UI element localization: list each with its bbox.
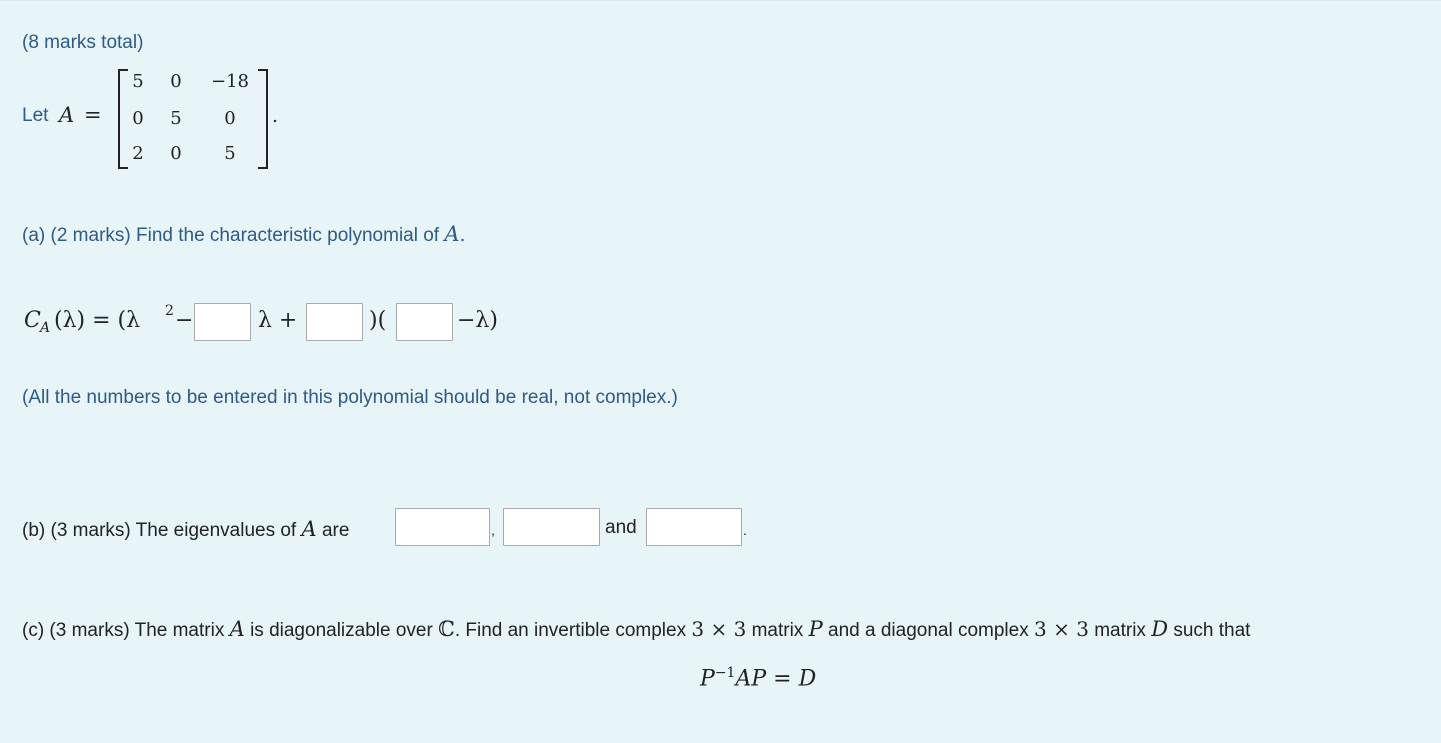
matrix-period: . [272, 105, 279, 127]
matrix-cell: −18 [211, 71, 249, 92]
poly-tail: −λ) [457, 308, 498, 333]
let-label: Let [22, 105, 49, 126]
part-c-text-7: such that [1173, 620, 1251, 641]
part-b-var: A [301, 517, 317, 541]
eigenvalue-3-input[interactable] [646, 508, 742, 546]
matrix-cell: 0 [224, 108, 236, 129]
eq-inverse-sup: −1 [714, 665, 736, 681]
matrix-cell: 0 [132, 108, 144, 129]
complex-field-symbol: ℂ [438, 617, 455, 641]
part-a-note: (All the numbers to be entered in this polynomial should be real, not complex.) [22, 387, 678, 408]
diagonalization-equation [700, 665, 816, 691]
poly-coef-lambda-input[interactable] [194, 303, 251, 341]
part-c-var-d: D [1151, 617, 1169, 641]
poly-lhs-sub: A [40, 320, 51, 336]
matrix-var: A [59, 103, 75, 127]
part-c-text-3: . Find an invertible complex [454, 620, 687, 641]
part-c-var-p: P [808, 617, 823, 641]
part-c-text-6: matrix [1094, 620, 1146, 641]
part-a-period: . [459, 224, 466, 246]
poly-constant-input[interactable] [306, 303, 363, 341]
matrix-cell: 0 [170, 71, 182, 92]
part-b-are: are [321, 520, 350, 541]
part-c-dim-2: 3 × 3 [1034, 617, 1089, 641]
part-a-prompt-text: (a) (2 marks) Find the characteristic polynomial of [22, 225, 440, 246]
part-b-prompt [22, 517, 349, 542]
poly-lhs-c: C [24, 308, 41, 333]
eq-p: P [700, 666, 715, 692]
part-c-text-5: and a diagonal complex [828, 620, 1029, 641]
part-c-var-a: A [229, 617, 245, 641]
matrix-cell: 5 [132, 71, 144, 92]
part-c-text-2: is diagonalizable over [250, 620, 433, 641]
part-c-prompt [22, 617, 1250, 642]
poly-minus: − [175, 308, 194, 333]
part-c-text-4: matrix [751, 620, 804, 641]
part-a-prompt [22, 222, 466, 247]
matrix-cell: 5 [224, 143, 236, 164]
poly-sup: 2 [165, 303, 174, 319]
part-c-text-1: (c) (3 marks) The matrix [22, 620, 225, 641]
eigenvalue-2-input[interactable] [503, 508, 600, 546]
marks-total: (8 marks total) [22, 32, 144, 53]
matrix-cell: 0 [170, 143, 182, 164]
poly-root-input[interactable] [396, 303, 453, 341]
part-c-dim-1: 3 × 3 [691, 617, 747, 641]
poly-lambda-eq: (λ) = (λ [54, 308, 141, 333]
eigenvalue-comma: , [491, 522, 495, 538]
matrix-equals: = [84, 103, 102, 127]
matrix-right-bracket [258, 69, 268, 169]
part-b-prompt-text: (b) (3 marks) The eigenvalues of [22, 520, 297, 541]
poly-lambda-plus: λ + [258, 308, 298, 333]
eq-rest: AP = D [735, 666, 817, 692]
part-a-var: A [444, 222, 460, 246]
matrix-cell: 2 [132, 143, 144, 164]
eigenvalue-period: . [743, 522, 747, 538]
matrix-cell: 5 [170, 108, 182, 129]
eigenvalue-1-input[interactable] [395, 508, 490, 546]
poly-close-open: )( [369, 308, 387, 333]
eigenvalue-and: and [605, 517, 637, 538]
